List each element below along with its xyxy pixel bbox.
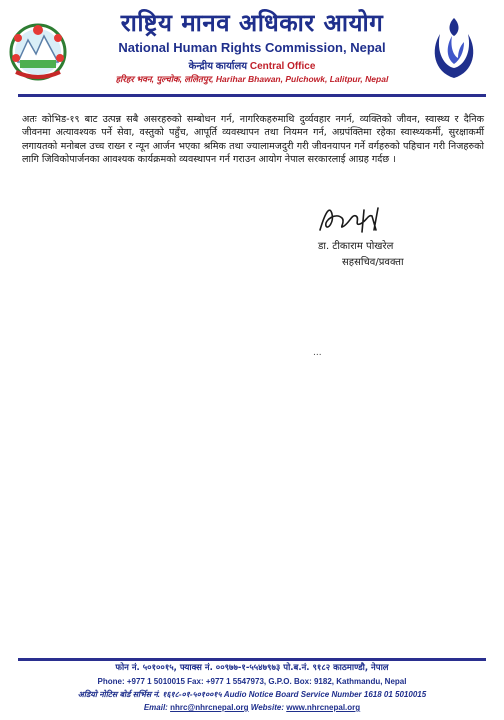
nhrc-logo-icon xyxy=(424,12,484,82)
central-office-nepali: केन्द्रीय कार्यालय xyxy=(188,61,248,72)
footer-phone-nepali: फोन नं. ५०१००१५, फ्याक्स नं. ००९७७-१-५५४७९७३ पो.ब.नं. ९१८२ काठमाण्डौ, नेपाल xyxy=(115,663,389,673)
footer-web-contact xyxy=(0,701,504,714)
signatory-name: डा. टीकाराम पोखरेल xyxy=(318,241,394,252)
audio-notice-nepali: अडियो नोटिस बोर्ड सर्भिस नं. १६१८-०१-५०१००१५ xyxy=(77,690,222,699)
commission-title-nepali: राष्ट्रिय मानव अधिकार आयोग xyxy=(120,9,384,37)
address-nepali: हरिहर भवन, पुल्चोक, ललितपुर, xyxy=(115,74,214,84)
ellipsis-marker: ... xyxy=(313,348,322,358)
letter-footer xyxy=(0,662,504,714)
footer-audio-notice xyxy=(0,688,504,701)
email-label: Email: xyxy=(143,703,168,712)
commission-title-english: National Human Rights Commission, Nepal xyxy=(118,40,386,55)
letter-body: अतः कोभिड-१९ बाट उत्पन्न सबै असरहरुको सम्बोधन गर्न, नागरिकहरुमाथि दुर्व्यवहार नगर्न, व्यक्तिको जीवन, स्वास्थ्य र दैनिक जीवनमा अत्यावश्यक पर्ने सेवा, वस्तुको पहुँच, आपूर्ति व्यवस्थापन तथा नियमन गर्न, अग्रपंक्तिमा रहेका स्वास्थ्यकर्मी, सुरक्षाकर्मी लगायतको मनोबल उच्च राख्न र न्यून आर्जन भएका श्रमिक तथा ज्यालामजदुरी गरी जीवनयापन गर्ने वर्गहरुको पहिचान गरी निजहरुको लागि जिविकोपार्जनका आवश्यक कार्यक्रमको व्यवस्थापन गर्न गराउन आयोग नेपाल सरकारलाई आग्रह गर्दछ । xyxy=(22,114,484,166)
letterhead xyxy=(0,0,504,106)
audio-notice-english: Audio Notice Board Service Number 1618 01 5010015 xyxy=(223,690,427,699)
footer-contact-english: Phone: +977 1 5010015 Fax: +977 1 5547973, G.P.O. Box: 9182, Kathmandu, Nepal xyxy=(97,677,407,686)
email-link[interactable]: nhrc@nhrcnepal.org xyxy=(170,703,249,712)
central-office-english: Central Office xyxy=(249,61,316,72)
footer-divider xyxy=(18,658,486,661)
website-label: Website: xyxy=(250,703,284,712)
handwritten-signature xyxy=(316,200,386,240)
signatory-title: सहसचिव/प्रवक्ता xyxy=(342,257,404,268)
header-divider xyxy=(18,94,486,97)
address-english: Harihar Bhawan, Pulchowk, Lalitpur, Nepal xyxy=(215,74,389,84)
website-link[interactable]: www.nhrcnepal.org xyxy=(286,703,361,712)
